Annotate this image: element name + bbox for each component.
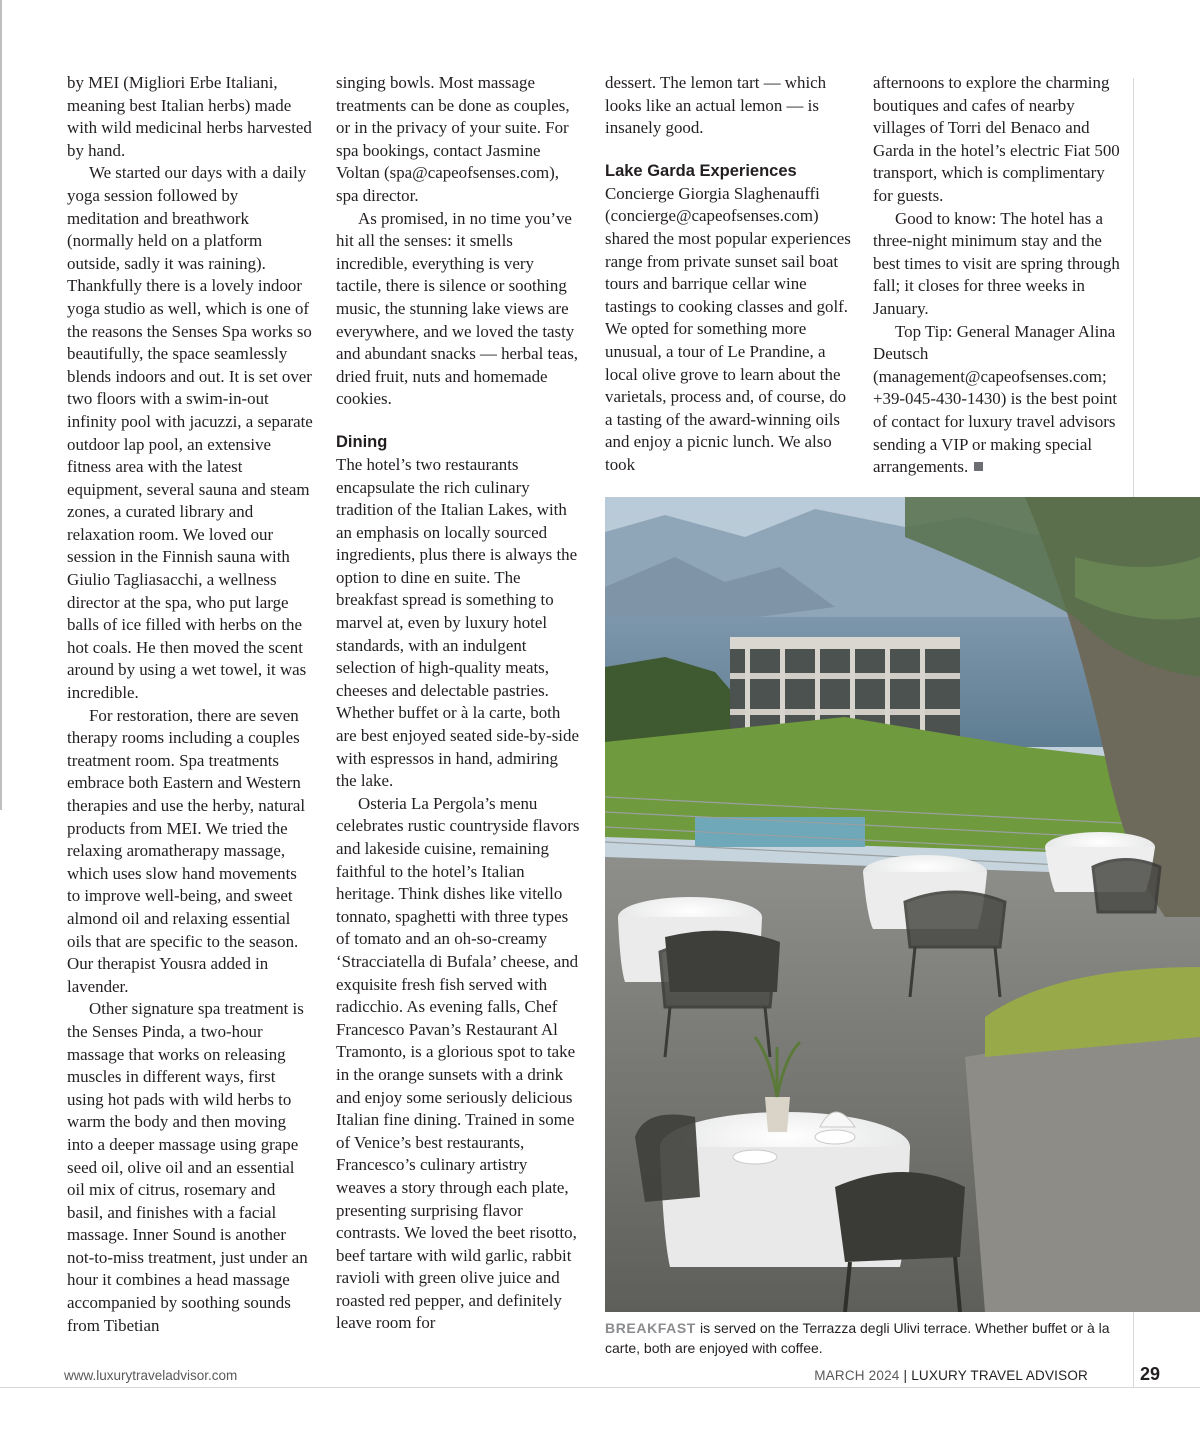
page-edge-shadow [0, 0, 2, 810]
body-paragraph: The hotel’s two restaurants encapsulate the rich culinary tradition of the Italian Lakes, with an emphasis on locally sourced ingredients, plus there is always the option to dine en suite. The breakfast spread is something to marvel at, even by luxury hotel standards, with an indulgent selection of high-quality meats, cheeses and delectable pastries. Whether buffet or à la carte, both are best enjoyed seated side-by-side with espressos in hand, admiring the lake. [336, 454, 579, 791]
body-paragraph: dessert. The lemon tart — which looks like an actual lemon — is insanely good. [605, 73, 827, 138]
body-paragraph-final [873, 321, 1121, 479]
photo-caption [605, 1318, 1125, 1358]
final-paragraph-text: Top Tip: General Manager Alina Deutsch (management@capeofsenses.com; +39-045-430-1430) is the best point of contact for luxury travel advisors sending a VIP or making special arrangements. [873, 321, 1118, 477]
body-paragraph: For restoration, there are seven therapy rooms including a couples treatment room. Spa treatments embrace both Eastern and Western therapies and use the herby, natural products from MEI. We tried the relaxing aromatherapy massage, which uses slow hand movements to improve well-being, and sweet almond oil and relaxing essential oils that are specific to the season. Our therapist Yousra added in lavender. [67, 705, 306, 996]
body-paragraph: by MEI (Migliori Erbe Italiani, meaning best Italian herbs) made with wild medicinal herbs harvested by hand. [67, 73, 312, 160]
article-column-1 [67, 72, 313, 1337]
body-paragraph: afternoons to explore the charming boutiques and cafes of nearby villages of Torri del Benaco and Garda in the hotel’s electric Fiat 500 transport, which is complimentary for guests. [873, 73, 1120, 205]
caption-lead: BREAKFAST [605, 1320, 696, 1336]
body-paragraph: As promised, in no time you’ve hit all the senses: it smells incredible, everything is very tactile, there is silence or soothing music, the stunning lake views are everywhere, and we loved the tasty and abundant snacks — herbal teas, dried fruit, nuts and homemade cookies. [336, 208, 579, 409]
footer-divider [0, 1387, 1200, 1388]
caption-text: is served on the Terrazza degli Ulivi terrace. Whether buffet or à la carte, both are enjoyed with coffee. [605, 1320, 1110, 1356]
issue-date: MARCH 2024 [814, 1368, 900, 1383]
page-number: 29 [1139, 1364, 1160, 1384]
footer-separator: | [903, 1368, 908, 1383]
body-paragraph: We started our days with a daily yoga session followed by meditation and breathwork (normally held on a platform outside, sadly it was raining). Thankfully there is a lovely indoor yoga studio as well, which is one of the reasons the Senses Spa works so beautifully, the space seamlessly blends indoors and out. It is set over two floors with a swim-in-out infinity pool with jacuzzi, a separate outdoor lap pool, an extensive fitness area with the latest equipment, several sauna and steam zones, a curated library and relaxation room. We loved our session in the Finnish sauna with Giulio Tagliasacchi, a wellness director at the spa, who put large balls of ice filled with herbs on the hot coals. He then moved the scent around by using a wet towel, it was incredible. [67, 163, 313, 703]
body-paragraph: Good to know: The hotel has a three-night minimum stay and the best times to visit are spring through fall; it closes for three weeks in January. [873, 208, 1120, 318]
terrace-breakfast-photo [605, 497, 1200, 1312]
article-column-3 [605, 72, 851, 477]
article-column-2 [336, 72, 580, 1335]
body-paragraph: Other signature spa treatment is the Senses Pinda, a two-hour massage that works on releasing muscles in different ways, first using hot pads with wild herbs to warm the body and then moving into a deeper massage using grape seed oil, olive oil and an essential oil mix of citrus, rosemary and basil, and finishes with a facial massage. Inner Sound is another not-to-miss treatment, just under an hour it combines a head massage accompanied by soothing sounds from Tibetian [67, 999, 308, 1335]
body-paragraph: Concierge Giorgia Slaghenauffi (concierge@capeofsenses.com) shared the most popular experiences range from private sunset sail boat tours and barrique cellar wine tastings to cooking classes and golf. We opted for something more unusual, a tour of Le Prandine, a local olive grove to learn about the varietals, process and, of course, do a tasting of the award-winning oils and enjoy a picnic lunch. We also took [605, 183, 851, 474]
body-paragraph: singing bowls. Most massage treatments can be done as couples, or in the privacy of your suite. For spa bookings, contact Jasmine Voltan (spa@capeofsenses.com), spa director. [336, 73, 570, 205]
magazine-name: LUXURY TRAVEL ADVISOR [911, 1368, 1088, 1383]
footer-website: www.luxurytraveladvisor.com [64, 1368, 238, 1383]
section-heading-dining: Dining [336, 432, 388, 451]
body-paragraph: Osteria La Pergola’s menu celebrates rustic countryside flavors and lakeside cuisine, remaining faithful to the hotel’s Italian heritage. Think dishes like vitello tonnato, spaghetti with three types of tomato and an oh-so-creamy ‘Stracciatella di Bufala’ cheese, and exquisite fresh fish served with radicchio. As evening falls, Chef Francesco Pavan’s Restaurant Al Tramonto, is a glorious spot to take in the orange sunsets with a drink and enjoy some seriously delicious Italian fine dining. Trained in some of Venice’s best restaurants, Francesco’s culinary artistry weaves a story through each plate, presenting surprising flavor contrasts. We loved the beet risotto, beef tartare with wild garlic, rabbit ravioli with green olive juice and roasted red pepper, and definitely leave room for [336, 793, 580, 1333]
section-heading-experiences: Lake Garda Experiences [605, 161, 797, 180]
footer-issue [814, 1368, 1088, 1383]
end-of-article-mark [974, 462, 983, 471]
article-column-4 [873, 72, 1121, 479]
